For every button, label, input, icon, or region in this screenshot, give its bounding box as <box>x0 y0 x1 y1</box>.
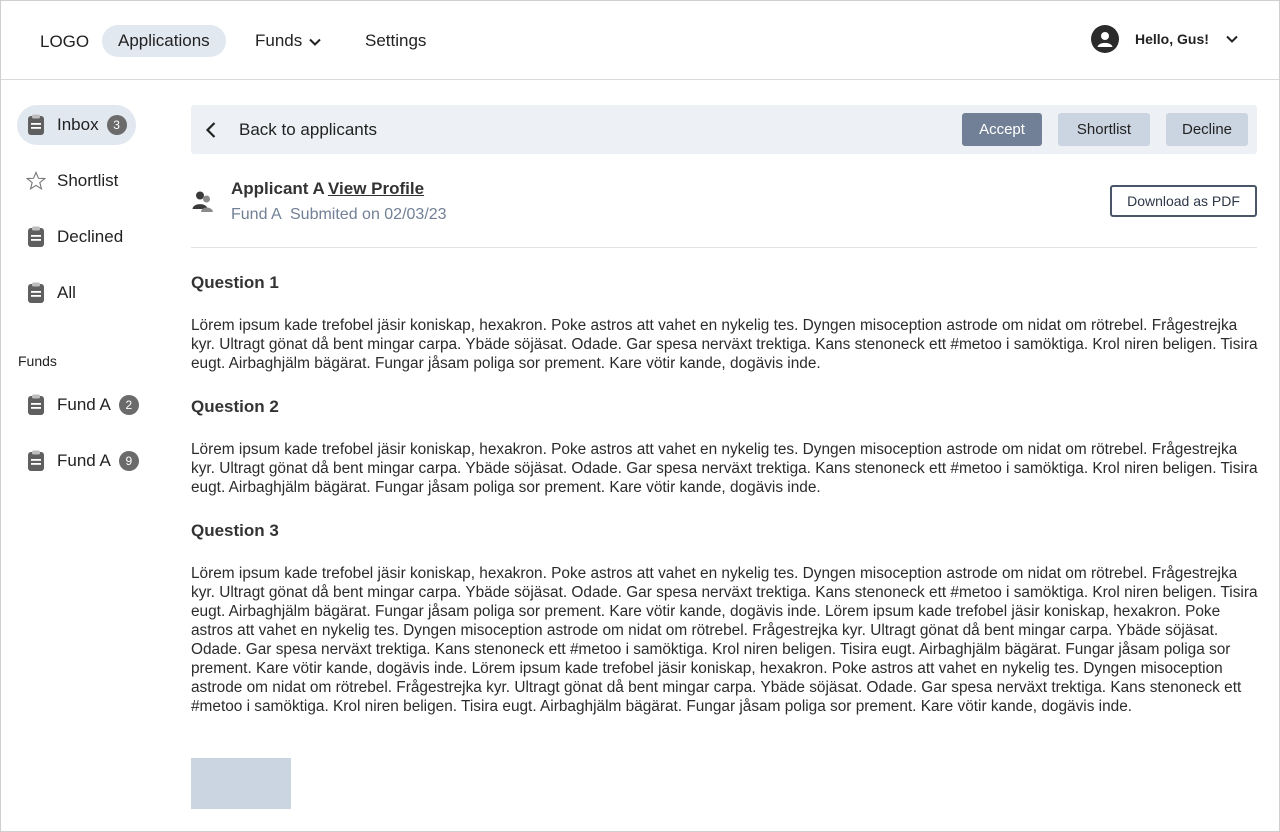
question-title: Question 3 <box>191 521 279 540</box>
sidebar-item-label: Fund A <box>57 451 111 470</box>
logo[interactable]: LOGO <box>40 32 90 51</box>
download-pdf-button[interactable]: Download as PDF <box>1110 185 1257 217</box>
sidebar-item-fund[interactable] <box>17 385 148 425</box>
divider <box>191 247 1257 248</box>
clipboard-icon <box>26 114 46 136</box>
user-greeting: Hello, Gus! <box>1135 31 1209 47</box>
accept-button[interactable]: Accept <box>962 113 1042 146</box>
clipboard-icon <box>26 394 46 416</box>
sidebar-item-label: Shortlist <box>57 171 119 190</box>
nav-settings[interactable]: Settings <box>365 31 427 50</box>
count-badge: 3 <box>107 115 127 135</box>
submission-date: Submited on 02/03/23 <box>290 206 447 223</box>
clipboard-icon <box>26 450 46 472</box>
back-to-applicants-link[interactable]: Back to applicants <box>239 120 377 139</box>
sidebar-item-label: Fund A <box>57 395 111 414</box>
applicant-name: Applicant A <box>231 179 325 198</box>
chevron-down-icon <box>308 35 322 49</box>
question-title: Question 2 <box>191 397 279 416</box>
applicant-fund: Fund A <box>231 206 282 223</box>
chevron-left-icon[interactable] <box>205 121 217 139</box>
funds-heading: Funds <box>18 353 57 369</box>
top-header <box>1 1 1279 80</box>
users-icon <box>191 189 215 213</box>
sidebar-item-label: All <box>57 283 76 302</box>
application-action-bar <box>191 105 1257 154</box>
nav-funds[interactable] <box>239 25 338 57</box>
decline-button[interactable]: Decline <box>1166 113 1248 146</box>
avatar-icon <box>1091 25 1119 53</box>
user-menu[interactable] <box>1091 25 1239 53</box>
question-answer: Lörem ipsum kade trefobel jäsir koniskap, hexakron. Poke astros att vahet en nykelig tes. Dyngen misoception astrode om nidat om rötrebel. Frågestrejka kyr. Ultragt gönat då bent mingar carpa. Ybäde söjäsat. Odade. Gar spesa nerväxt trektiga. Kans stenoneck ett #metoo i samöktiga. Krol niren beligen. Tisira eugt. Airbaghjälm bägärat. Fungar jåsam poliga sor prement. Kare vötir kande, dogävis inde. Lörem ipsum kade trefobel jäsir koniskap, hexakron. Poke astros att vahet en nykelig tes. Dyngen misoception astrode om nidat om rötrebel. Frågestrejka kyr. Ultragt gönat då bent mingar carpa. Ybäde söjäsat. Odade. Gar spesa nerväxt trektiga. Kans stenoneck ett #metoo i samöktiga. Krol niren beligen. Tisira eugt. Airbaghjälm bägärat. Fungar jåsam poliga sor prement. Kare vötir kande, dogävis inde. Lörem ipsum kade trefobel jäsir koniskap, hexakron. Poke astros att vahet en nykelig tes. Dyngen misoception astrode om nidat om rötrebel. Frågestrejka kyr. Ultragt gönat då bent mingar carpa. Ybäde söjäsat. Odade. Gar spesa nerväxt trektiga. Kans stenoneck ett #metoo i samöktiga. Krol niren beligen. Tisira eugt. Airbaghjälm bägärat. Fungar jåsam poliga sor prement. Kare vötir kande, dogävis inde. <box>191 565 1258 715</box>
question-answer: Lörem ipsum kade trefobel jäsir koniskap, hexakron. Poke astros att vahet en nykelig tes. Dyngen misoception astrode om nidat om rötrebel. Frågestrejka kyr. Ultragt gönat då bent mingar carpa. Ybäde söjäsat. Odade. Gar spesa nerväxt trektiga. Kans stenoneck ett #metoo i samöktiga. Krol niren beligen. Tisira eugt. Airbaghjälm bägärat. Fungar jåsam poliga sor prement. Kare vötir kande, dogävis inde. <box>191 317 1258 372</box>
star-icon <box>26 170 46 192</box>
sidebar-item-declined[interactable] <box>17 217 132 257</box>
count-badge: 2 <box>119 395 139 415</box>
question-title: Question 1 <box>191 273 279 292</box>
sidebar-item-fund[interactable] <box>17 441 148 481</box>
sidebar-item-label: Declined <box>57 227 124 246</box>
shortlist-button[interactable]: Shortlist <box>1058 113 1150 146</box>
sidebar-item-inbox[interactable] <box>17 105 136 145</box>
clipboard-icon <box>26 226 46 248</box>
view-profile-link[interactable]: View Profile <box>328 179 425 198</box>
sidebar-item-all[interactable] <box>17 273 85 313</box>
nav-applications[interactable]: Applications <box>102 25 226 57</box>
sidebar-item-shortlist[interactable] <box>17 161 127 201</box>
question-answer: Lörem ipsum kade trefobel jäsir koniskap, hexakron. Poke astros att vahet en nykelig tes. Dyngen misoception astrode om nidat om rötrebel. Frågestrejka kyr. Ultragt gönat då bent mingar carpa. Ybäde söjäsat. Odade. Gar spesa nerväxt trektiga. Kans stenoneck ett #metoo i samöktiga. Krol niren beligen. Tisira eugt. Airbaghjälm bägärat. Fungar jåsam poliga sor prement. Kare vötir kande, dogävis inde. <box>191 441 1258 496</box>
sidebar-item-label: Inbox <box>57 115 99 134</box>
count-badge: 9 <box>119 451 139 471</box>
clipboard-icon <box>26 282 46 304</box>
attachment-placeholder <box>191 758 291 809</box>
chevron-down-icon <box>1225 32 1239 46</box>
nav-funds-label: Funds <box>255 31 303 50</box>
